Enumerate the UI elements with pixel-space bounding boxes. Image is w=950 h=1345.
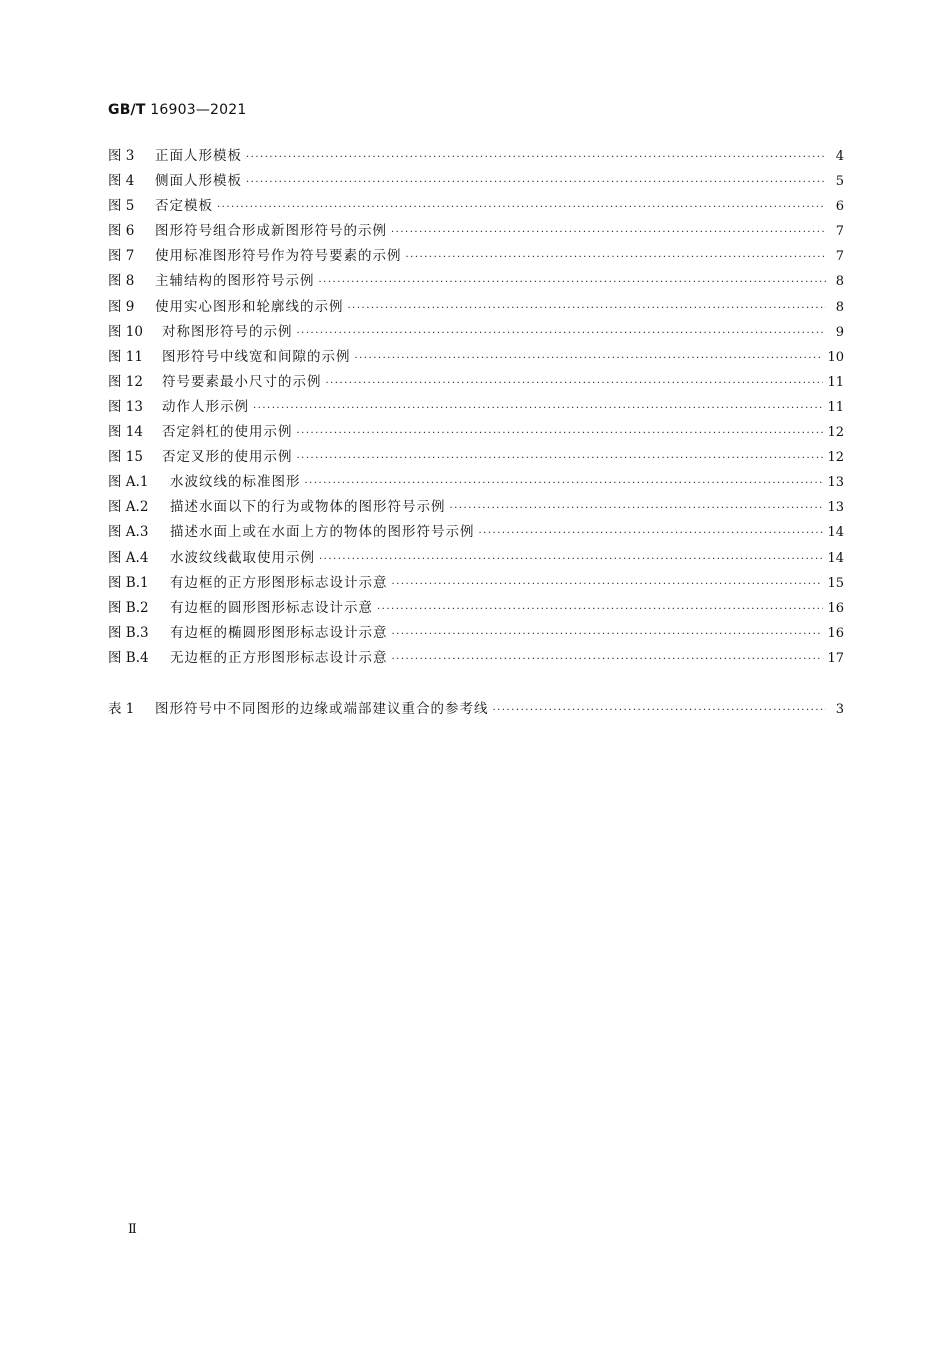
document-header [108, 102, 246, 118]
toc-entry[interactable] [108, 596, 844, 621]
toc-entry-label: 图 B.3 [108, 624, 149, 641]
table-of-contents [108, 144, 844, 722]
toc-entry-page: 8 [835, 299, 844, 315]
dot-leader [319, 547, 823, 572]
toc-entry-title: 描述水面以下的行为或物体的图形符号示例 [170, 499, 446, 516]
toc-entry-title: 无边框的正方形图形标志设计示意 [170, 649, 388, 666]
toc-entry[interactable] [108, 169, 844, 194]
dot-leader [493, 698, 827, 723]
toc-entry-label: 图 10 [108, 323, 143, 340]
toc-entry-label: 图 B.1 [108, 574, 149, 591]
toc-entry-title: 符号要素最小尺寸的示例 [162, 373, 322, 390]
toc-entry-title: 主辅结构的图形符号示例 [155, 273, 315, 290]
dot-leader [392, 572, 824, 597]
table-list [108, 697, 844, 722]
toc-entry-title: 使用标准图形符号作为符号要素的示例 [155, 248, 402, 265]
toc-entry-page: 12 [827, 425, 844, 441]
toc-entry-page: 12 [827, 450, 844, 466]
toc-entry-page: 7 [835, 224, 844, 240]
toc-entry[interactable] [108, 420, 844, 445]
toc-entry-label: 图 9 [108, 298, 135, 315]
dot-leader [479, 521, 824, 546]
toc-entry-label: 图 8 [108, 273, 135, 290]
toc-entry-page: 13 [827, 475, 844, 491]
toc-entry-label: 图 11 [108, 348, 143, 365]
toc-entry-page: 16 [827, 625, 844, 641]
dot-leader [297, 446, 824, 471]
dot-leader [297, 321, 827, 346]
toc-entry[interactable] [108, 144, 844, 169]
toc-entry[interactable] [108, 546, 844, 571]
toc-entry-label: 图 5 [108, 198, 135, 215]
toc-entry-title: 图形符号中线宽和间隙的示例 [162, 348, 351, 365]
toc-entry-label: 图 14 [108, 424, 143, 441]
standard-prefix: GB/T [108, 102, 146, 118]
toc-entry[interactable] [108, 295, 844, 320]
toc-entry-label: 图 A.3 [108, 524, 149, 541]
toc-entry[interactable] [108, 269, 844, 294]
toc-entry-title: 水波纹线截取使用示例 [170, 549, 315, 566]
toc-entry[interactable] [108, 345, 844, 370]
toc-entry-label: 图 13 [108, 398, 143, 415]
dot-leader [305, 471, 824, 496]
toc-entry[interactable] [108, 646, 844, 671]
toc-entry-title: 否定模板 [155, 198, 213, 215]
dot-leader [406, 245, 827, 270]
toc-entry-label: 图 3 [108, 148, 135, 164]
toc-entry-page: 7 [835, 249, 844, 265]
toc-entry-title: 对称图形符号的示例 [162, 323, 293, 340]
toc-entry[interactable] [108, 244, 844, 269]
toc-entry-label: 图 A.2 [108, 499, 149, 516]
toc-entry-title: 正面人形模板 [155, 148, 242, 164]
toc-entry-title: 水波纹线的标准图形 [170, 474, 301, 491]
dot-leader [246, 170, 826, 195]
toc-entry-label: 图 4 [108, 173, 135, 190]
dot-leader [391, 220, 826, 245]
page-number: Ⅱ [128, 1222, 137, 1237]
toc-entry[interactable] [108, 520, 844, 545]
toc-entry[interactable] [108, 445, 844, 470]
toc-entry-title: 否定斜杠的使用示例 [162, 424, 293, 441]
toc-entry-title: 有边框的圆形图形标志设计示意 [170, 599, 373, 616]
toc-entry-label: 图 B.2 [108, 599, 149, 616]
toc-entry-label: 图 12 [108, 373, 143, 390]
toc-entry-page: 14 [827, 525, 844, 541]
toc-entry[interactable] [108, 219, 844, 244]
toc-entry-page: 8 [835, 274, 844, 290]
toc-entry-page: 9 [835, 324, 844, 340]
dot-leader [355, 346, 824, 371]
toc-entry-page: 5 [835, 174, 844, 190]
toc-entry-page: 6 [835, 199, 844, 215]
dot-leader [246, 145, 826, 170]
toc-entry-title: 描述水面上或在水面上方的物体的图形符号示例 [170, 524, 475, 541]
toc-entry[interactable] [108, 621, 844, 646]
dot-leader [319, 270, 827, 295]
toc-entry-page: 3 [835, 701, 844, 717]
toc-entry-title: 有边框的椭圆形图形标志设计示意 [170, 624, 388, 641]
toc-entry[interactable] [108, 697, 844, 722]
dot-leader [326, 371, 824, 396]
toc-entry-title: 有边框的正方形图形标志设计示意 [170, 574, 388, 591]
toc-entry[interactable] [108, 470, 844, 495]
toc-entry-label: 图 6 [108, 223, 135, 240]
dot-leader [217, 195, 826, 220]
toc-entry-page: 17 [827, 650, 844, 666]
toc-entry[interactable] [108, 320, 844, 345]
dot-leader [392, 647, 824, 672]
toc-entry-title: 否定叉形的使用示例 [162, 449, 293, 466]
toc-entry-title: 使用实心图形和轮廓线的示例 [155, 298, 344, 315]
toc-entry-page: 10 [827, 349, 844, 365]
toc-entry-label: 图 15 [108, 449, 143, 466]
toc-entry-page: 14 [827, 550, 844, 566]
toc-entry[interactable] [108, 495, 844, 520]
toc-entry-page: 15 [827, 575, 844, 591]
toc-entry-label: 表 1 [108, 700, 135, 717]
toc-entry[interactable] [108, 571, 844, 596]
toc-entry-page: 11 [827, 399, 844, 415]
toc-entry-title: 侧面人形模板 [155, 173, 242, 190]
toc-entry[interactable] [108, 395, 844, 420]
dot-leader [297, 421, 824, 446]
toc-entry-page: 4 [835, 149, 844, 164]
dot-leader [377, 597, 823, 622]
toc-entry-title: 动作人形示例 [162, 398, 249, 415]
standard-number: 16903—2021 [150, 102, 247, 118]
dot-leader [450, 496, 824, 521]
toc-entry[interactable] [108, 370, 844, 395]
dot-leader [253, 396, 823, 421]
figure-list [108, 144, 844, 671]
toc-entry-label: 图 A.1 [108, 474, 149, 491]
toc-entry-label: 图 A.4 [108, 549, 149, 566]
toc-entry-page: 13 [827, 500, 844, 516]
dot-leader [348, 296, 827, 321]
toc-entry-label: 图 B.4 [108, 649, 149, 666]
toc-entry[interactable] [108, 194, 844, 219]
toc-entry-page: 11 [827, 374, 844, 390]
toc-entry-title: 图形符号中不同图形的边缘或端部建议重合的参考线 [155, 700, 489, 717]
dot-leader [392, 622, 824, 647]
toc-entry-page: 16 [827, 600, 844, 616]
toc-entry-title: 图形符号组合形成新图形符号的示例 [155, 223, 387, 240]
toc-entry-label: 图 7 [108, 248, 135, 265]
